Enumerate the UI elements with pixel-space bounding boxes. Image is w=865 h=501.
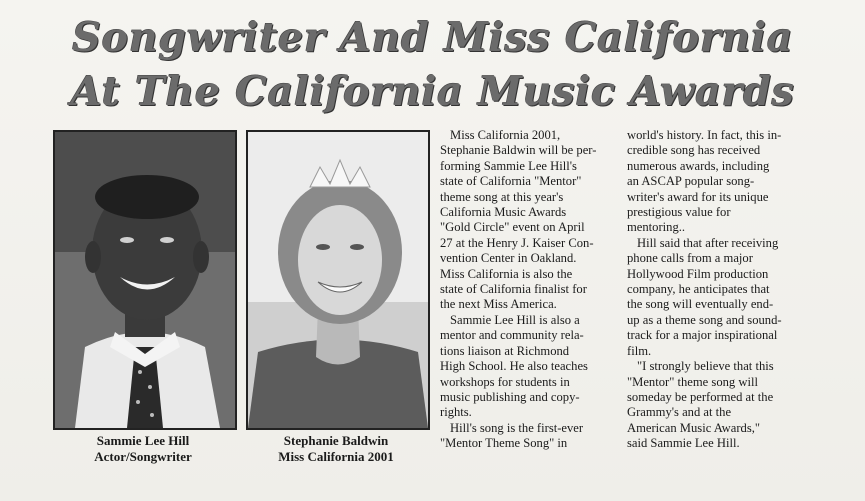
article-line: credible song has received (627, 143, 761, 158)
caption-title: Miss California 2001 (278, 449, 394, 464)
article-line: world's history. In fact, this in- (627, 128, 782, 142)
article-line: forming Sammie Lee Hill's (440, 158, 577, 173)
headline-line-1: Songwriter And Miss California (72, 14, 793, 61)
article-line: California Music Awards (440, 205, 567, 220)
article-line: track for a major inspirational (627, 328, 778, 343)
article-line: mentoring.. (627, 220, 686, 235)
article-line: the next Miss America. (440, 297, 557, 312)
article-line: film. (627, 343, 652, 358)
article-line: American Music Awards," (627, 420, 761, 435)
article-line: High School. He also teaches (440, 359, 588, 374)
caption-name: Stephanie Baldwin (283, 433, 389, 448)
caption-stephanie-baldwin (241, 433, 431, 465)
article-line: "Gold Circle" event on April (440, 220, 585, 235)
article-column-1 (440, 128, 622, 452)
article-line: "Mentor Theme Song" in (440, 436, 568, 451)
article-line: company, he anticipates that (627, 282, 770, 297)
article-line: numerous awards, including (627, 158, 770, 173)
article-line: theme song at this year's (440, 189, 564, 204)
article-line: writer's award for its unique (627, 189, 769, 204)
photo-sammie-lee-hill (53, 130, 237, 430)
caption-name: Sammie Lee Hill (96, 433, 190, 448)
article-line: someday be performed at the (627, 389, 774, 404)
article-line: state of California finalist for (440, 282, 587, 297)
caption-title: Actor/Songwriter (94, 449, 192, 464)
article-line: up as a theme song and sound- (627, 312, 782, 327)
article-line: Miss California 2001, (450, 128, 561, 142)
article-line: Hill said that after receiving (637, 235, 779, 250)
article-line: "I strongly believe that this (637, 359, 774, 374)
photo-stephanie-baldwin (246, 130, 430, 430)
article-line: 27 at the Henry J. Kaiser Con- (440, 235, 594, 250)
article-line: Miss California is also the (440, 266, 573, 281)
article-line: music publishing and copy- (440, 389, 580, 404)
article-line: tions liaison at Richmond (440, 343, 570, 358)
headline-line-2: At The California Music Awards (70, 68, 795, 115)
article-line: Sammie Lee Hill is also a (450, 312, 580, 327)
article-line: workshops for students in (440, 374, 570, 389)
article-line: Hollywood Film production (627, 266, 769, 281)
article-line: "Mentor" theme song will (627, 374, 758, 389)
article-line: said Sammie Lee Hill. (627, 436, 740, 451)
article-line: vention Center in Oakland. (440, 251, 577, 266)
article-line: mentor and community rela- (440, 328, 584, 343)
article-line: phone calls from a major (627, 251, 753, 266)
article-line: state of California "Mentor" (440, 174, 582, 189)
article-line: an ASCAP popular song- (627, 174, 755, 189)
article-line: Hill's song is the first-ever (450, 420, 584, 435)
article-line: rights. (440, 405, 472, 420)
article-line: Stephanie Baldwin will be per- (440, 143, 597, 158)
article-line: prestigious value for (627, 205, 731, 220)
article-line: the song will eventually end- (627, 297, 774, 312)
article-line: Grammy's and at the (627, 405, 732, 420)
article-column-2 (627, 128, 809, 452)
caption-sammie-lee-hill (48, 433, 238, 465)
